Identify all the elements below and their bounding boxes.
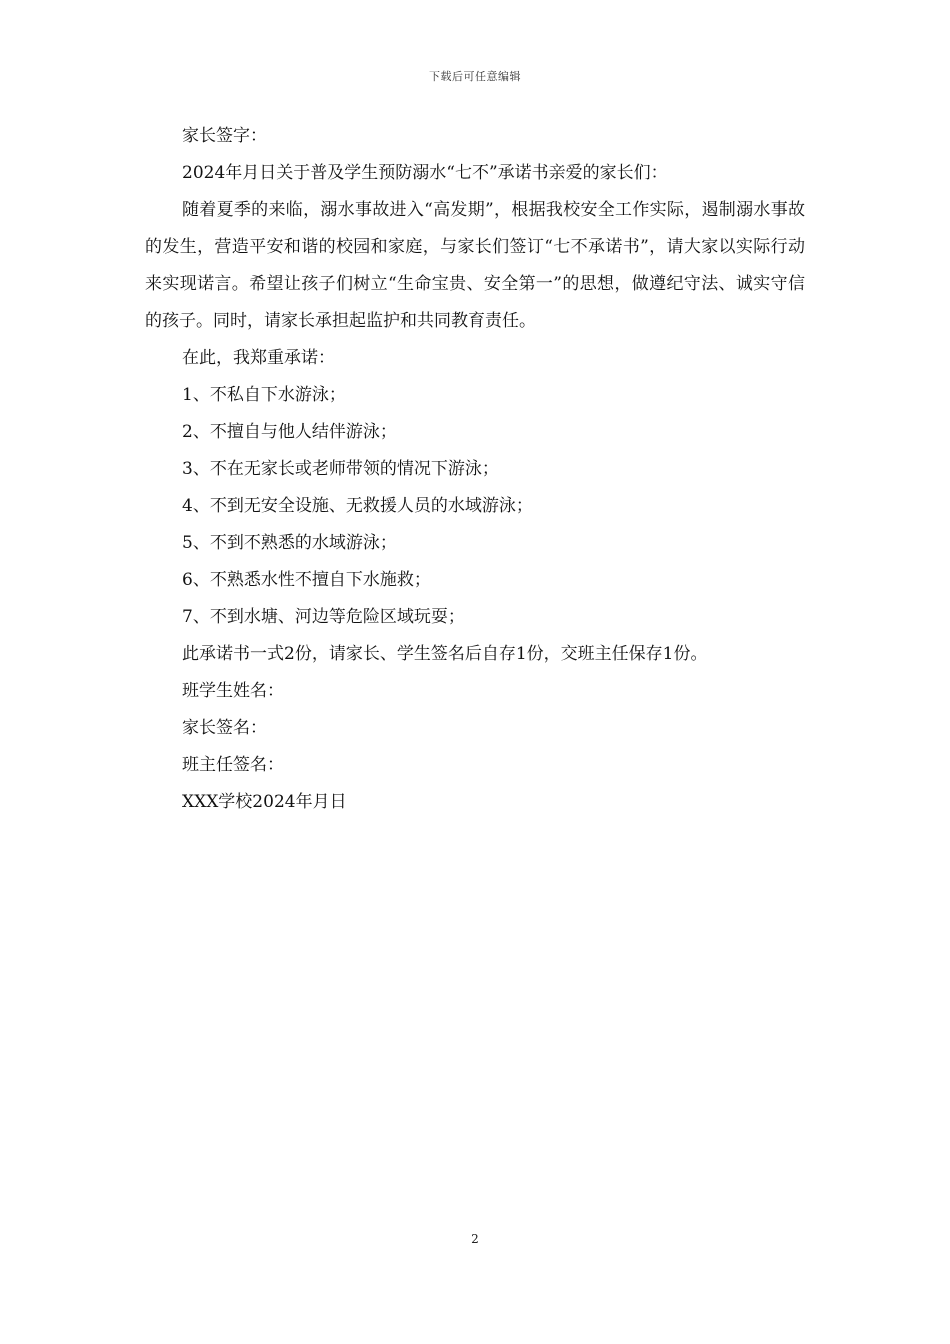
page-header-note: 下载后可任意编辑	[429, 70, 521, 83]
copies-note: 此承诺书一式2份，请家长、学生签名后自存1份，交班主任保存1份。	[182, 644, 708, 664]
parent-signature-line: 家长签字：	[182, 126, 267, 146]
document-title-line: 2024年月日关于普及学生预防溺水“七不”承诺书亲爱的家长们：	[182, 163, 668, 183]
pledge-item-3: 3、不在无家长或老师带领的情况下游泳；	[182, 459, 499, 479]
parent-sign-line: 家长签名：	[182, 718, 267, 738]
school-date-line: XXX学校2024年月日	[182, 792, 347, 812]
pledge-item-2: 2、不擅自与他人结伴游泳；	[182, 422, 397, 442]
pledge-item-5: 5、不到不熟悉的水域游泳；	[182, 533, 397, 553]
intro-paragraph: 随着夏季的来临，溺水事故进入“高发期”，根据我校安全工作实际，遏制溺水事故的发生，营造平安和谐的校园和家庭，与家长们签订“七不承诺书”，请大家以实际行动来实现诺言。希望让孩子们树立“生命宝贵、安全第一”的思想，做遵纪守法、诚实守信的孩子。同时，请家长承担起监护和共同教育责任。	[145, 200, 805, 331]
page-number: 2	[471, 1232, 479, 1246]
pledge-item-7: 7、不到水塘、河边等危险区域玩耍；	[182, 607, 465, 627]
pledge-intro: 在此，我郑重承诺：	[182, 348, 335, 368]
pledge-item-1: 1、不私自下水游泳；	[182, 385, 346, 405]
document-body	[145, 118, 805, 821]
pledge-item-6: 6、不熟悉水性不擅自下水施救；	[182, 570, 431, 590]
student-name-line: 班学生姓名：	[182, 681, 284, 701]
teacher-sign-line: 班主任签名：	[182, 755, 284, 775]
pledge-item-4: 4、不到无安全设施、无救援人员的水域游泳；	[182, 496, 533, 516]
